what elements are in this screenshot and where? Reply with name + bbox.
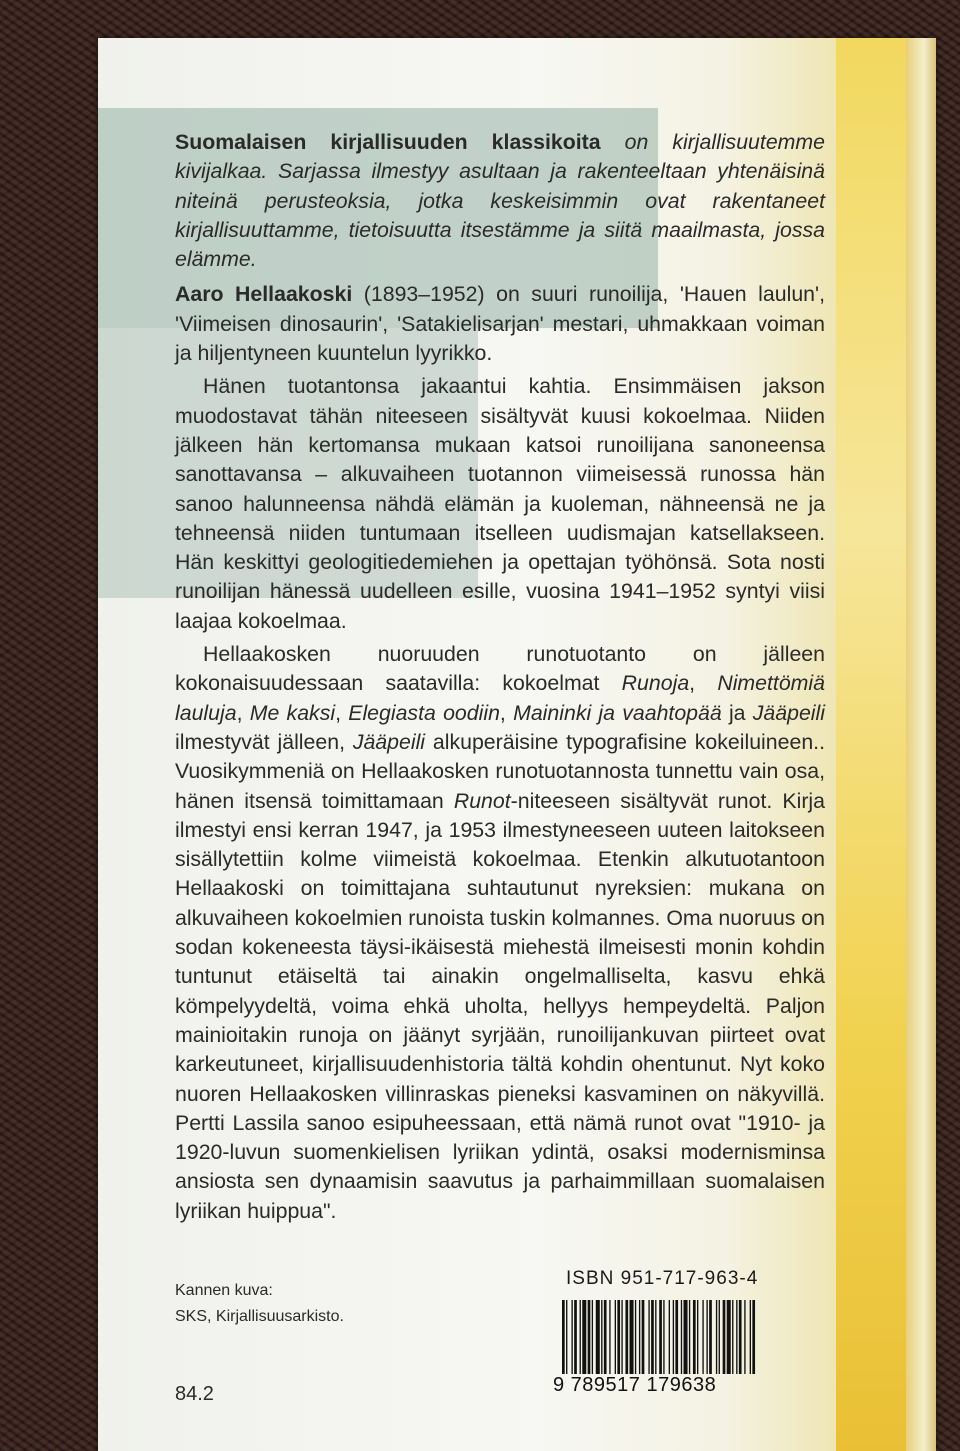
barcode-bar bbox=[625, 1300, 628, 1374]
barcode-bar bbox=[744, 1300, 745, 1374]
blurb-text bbox=[175, 128, 825, 1230]
series-description: on kirjallisuutemme kivijalkaa. Sarjassa ilmestyy asultaan ja rakenteeltaan yhtenäisinä niteinä perusteoksia, jotka keskeisimmin ovat rakentaneet kirjallisuuttamme, tietoisuutta itsestämme ja siitä maailmasta, jossa elämme. bbox=[175, 130, 825, 272]
barcode-bar bbox=[719, 1300, 720, 1374]
barcode-bar bbox=[723, 1300, 726, 1374]
text-run: Hellaakosken nuoruuden runotuotanto on jälleen kokonaisuudessaan saatavilla: kokoelmat bbox=[175, 642, 825, 696]
barcode-bar bbox=[675, 1300, 678, 1374]
barcode-bar bbox=[706, 1300, 707, 1374]
barcode-bar bbox=[582, 1300, 586, 1374]
barcode-bar bbox=[642, 1300, 645, 1374]
barcode-bar bbox=[617, 1300, 620, 1374]
text-run: -niteeseen sisältyvät runot. Kirja ilmestyi ensi kerran 1947, ja 1953 ilmestyneeseen uuteen laitokseen sisällytettiin kolme viimeistä kokoelmaa. Etenkin alkutuotantoon Hellaakoski on toimittajana suhtautunut nyreksien: mukana on alkuvaiheen kokoelmien runoista tuskin kolmannes. Oma nuoruus on sodan kokeneesta täysi-ikäisestä miehestä ilmeisesti monin kohdin tuntunut etäiseltä tai ainakin ongelmalliselta, kasvu ehkä kömpelyydeltä, voima ehkä uholta, hellyys hempeydeltä. Paljon mainioitakin runoja on jäänyt syrjään, runoilijankuvan piirteet ovat karkeutuneet, kirjallisuudenhistoria tältä kohdin ohentunut. Nyt koko nuoren Hellaakosken villinraskas pieneksi kasvaminen on näkyvillä. Pertti Lassila sanoo esipuheessaan, että nämä runot ovat "1910- ja 1920-luvun suomenkielisen lyriikan ydintä, osaksi modernisminsa ansiosta sen dynaamisin saavutus ja parhaimmillaan suomalaisen lyriikan huippua". bbox=[175, 788, 825, 1223]
barcode-bar bbox=[639, 1300, 640, 1374]
title-elegiasta-oodiin: Elegiasta oodiin bbox=[348, 700, 500, 725]
barcode-bar bbox=[684, 1300, 688, 1374]
barcode-bar bbox=[648, 1300, 649, 1374]
barcode-bar bbox=[689, 1300, 690, 1374]
barcode-bar bbox=[630, 1300, 634, 1374]
cover-credit-label: Kannen kuva: bbox=[175, 1282, 273, 1299]
barcode-bar bbox=[615, 1300, 616, 1374]
text-run: , bbox=[499, 700, 514, 725]
book-back-cover bbox=[98, 38, 936, 1451]
barcode-bar bbox=[601, 1300, 602, 1374]
blurb-paragraph-series bbox=[175, 128, 825, 274]
barcode-bar bbox=[736, 1300, 737, 1374]
barcode-bar bbox=[604, 1300, 607, 1374]
barcode-bar bbox=[669, 1300, 670, 1374]
barcode-bar bbox=[727, 1300, 731, 1374]
author-description: (1893–1952) on suuri runoilija, 'Hauen laulun', 'Viimeisen dinosaurin', 'Satakielisarjan' mestari, uhmakkaan voiman ja hiljentyneen kuuntelun lyyrikko. bbox=[175, 282, 826, 366]
barcode-bar bbox=[566, 1300, 567, 1374]
barcode-bar bbox=[693, 1300, 696, 1374]
blurb-paragraph-collections bbox=[175, 640, 825, 1226]
barcode-bar bbox=[651, 1300, 654, 1374]
text-run: , bbox=[236, 700, 250, 725]
barcode-bar bbox=[750, 1300, 751, 1374]
barcode-bar bbox=[663, 1300, 664, 1374]
cover-credit bbox=[175, 1278, 344, 1330]
title-jaapeili-2: Jääpeili bbox=[352, 729, 426, 754]
title-runot: Runot bbox=[453, 788, 511, 813]
barcode-bar bbox=[697, 1300, 698, 1374]
barcode-bar bbox=[635, 1300, 636, 1374]
barcode-bar bbox=[574, 1300, 577, 1374]
price-code: 84.2 bbox=[175, 1383, 214, 1405]
barcode-bar bbox=[562, 1300, 565, 1374]
text-run: ja bbox=[721, 700, 753, 725]
barcode-bar bbox=[621, 1300, 622, 1374]
barcode-bar bbox=[702, 1300, 703, 1374]
blurb-paragraph-author bbox=[175, 280, 825, 368]
page-edges bbox=[906, 38, 936, 1451]
barcode-bar bbox=[571, 1300, 572, 1374]
text-run: alkuperäisine typografisine kokeiluineen.. Vuosikymmeniä on Hellaakosken runotuotannosta tunnettu vain osa, hänen itsensä toimittamaan bbox=[175, 729, 825, 813]
barcode-bar bbox=[588, 1300, 591, 1374]
title-maininki-ja-vaahtopaa: Maininki ja vaahtopää bbox=[513, 700, 722, 725]
isbn-number: ISBN 951-717-963-4 bbox=[566, 1268, 759, 1289]
text-run: , bbox=[689, 671, 718, 696]
barcode-bar bbox=[659, 1300, 662, 1374]
cover-credit-source: SKS, Kirjallisuusarkisto. bbox=[175, 1308, 344, 1325]
blurb-paragraph-career: Hänen tuotantonsa jakaantui kahtia. Ensimmäisen jakson muodostavat tähän niteeseen sisältyvät kuusi kokoelmaa. Niiden jälkeen hän kertomansa mukaan katsoi runoilijana sanoneensa sanottavansa – alkuvaiheen tuotannon viimeisessä runossa hän sanoo halunneensa nähdä elämän ja kuoleman, nähneensä ne ja tehneensä niiden tuntumaan itselleen uudismajan katsellakseen. Hän keskittyi geologitiedemiehen ja opettajan työhönsä. Sota nosti runoilijan hänessä uudelleen esille, vuosina 1941–1952 syntyi viisi laajaa kokoelmaa. bbox=[175, 374, 825, 633]
title-me-kaksi: Me kaksi bbox=[249, 700, 336, 725]
title-nimettomia-lauluja: Nimettömiä lauluja bbox=[175, 671, 826, 725]
barcode-bar bbox=[681, 1300, 682, 1374]
barcode-bar bbox=[673, 1300, 674, 1374]
barcode bbox=[560, 1300, 756, 1374]
barcode-bar bbox=[732, 1300, 733, 1374]
author-name: Aaro Hellaakoski bbox=[175, 282, 353, 307]
barcode-bar bbox=[580, 1300, 581, 1374]
barcode-bar bbox=[655, 1300, 656, 1374]
barcode-bar bbox=[752, 1300, 755, 1374]
text-run: ilmestyvät jälleen, bbox=[175, 729, 353, 754]
barcode-bar bbox=[709, 1300, 712, 1374]
barcode-bar bbox=[596, 1300, 600, 1374]
series-name: Suomalaisen kirjallisuuden klassikoita bbox=[175, 130, 601, 154]
title-jaapeili: Jääpeili bbox=[752, 700, 825, 725]
barcode-bar bbox=[609, 1300, 610, 1374]
barcode-bar bbox=[739, 1300, 742, 1374]
title-runoja: Runoja bbox=[621, 671, 690, 696]
barcode-digits: 9 789517 179638 bbox=[553, 1374, 717, 1396]
text-run: , bbox=[335, 700, 349, 725]
barcode-bar bbox=[716, 1300, 717, 1374]
barcode-bar bbox=[592, 1300, 593, 1374]
